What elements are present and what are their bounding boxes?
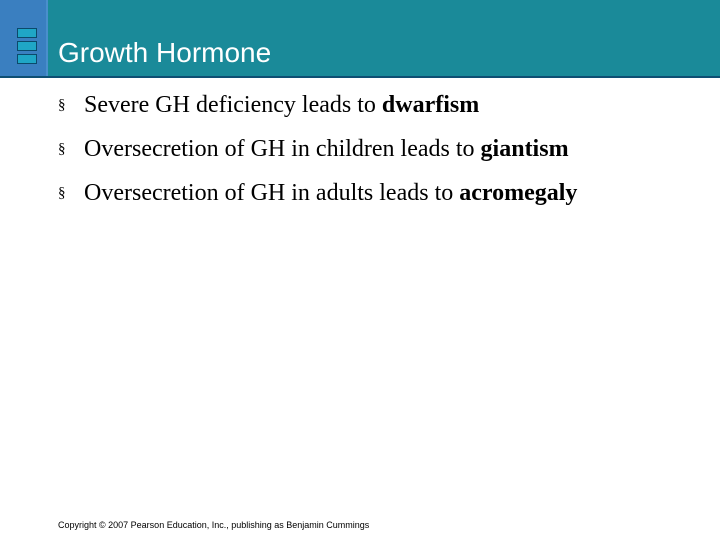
- stacked-bars-icon: [17, 41, 37, 51]
- bullet-body: Oversecretion of GH in adults leads to: [84, 180, 460, 206]
- bullet-emphasis: giantism: [480, 136, 569, 162]
- bullet-body: Oversecretion of GH in children leads to: [84, 136, 481, 162]
- stacked-bars-icon: [17, 54, 37, 64]
- slide-logo-badge: [0, 0, 48, 76]
- bullet-item: [58, 133, 577, 177]
- bullet-text: [84, 180, 577, 206]
- bullet-text: [84, 92, 479, 118]
- bullet-emphasis: acromegaly: [459, 180, 578, 206]
- bullet-symbol: §: [58, 97, 66, 113]
- slide-title: Growth Hormone: [58, 37, 272, 68]
- copyright-footer: Copyright © 2007 Pearson Education, Inc., publishing as Benjamin Cummings: [58, 520, 370, 530]
- bullet-item: [58, 177, 577, 221]
- bullet-text: [84, 136, 569, 162]
- stacked-bars-icon: [17, 28, 37, 38]
- bullet-list: [58, 89, 577, 221]
- bullet-symbol: §: [58, 185, 66, 201]
- bullet-body: Severe GH deficiency leads to: [84, 92, 382, 118]
- bullet-item: [58, 89, 577, 133]
- bullet-symbol: §: [58, 141, 66, 157]
- bullet-emphasis: dwarfism: [381, 92, 480, 118]
- title-bar: [0, 0, 720, 76]
